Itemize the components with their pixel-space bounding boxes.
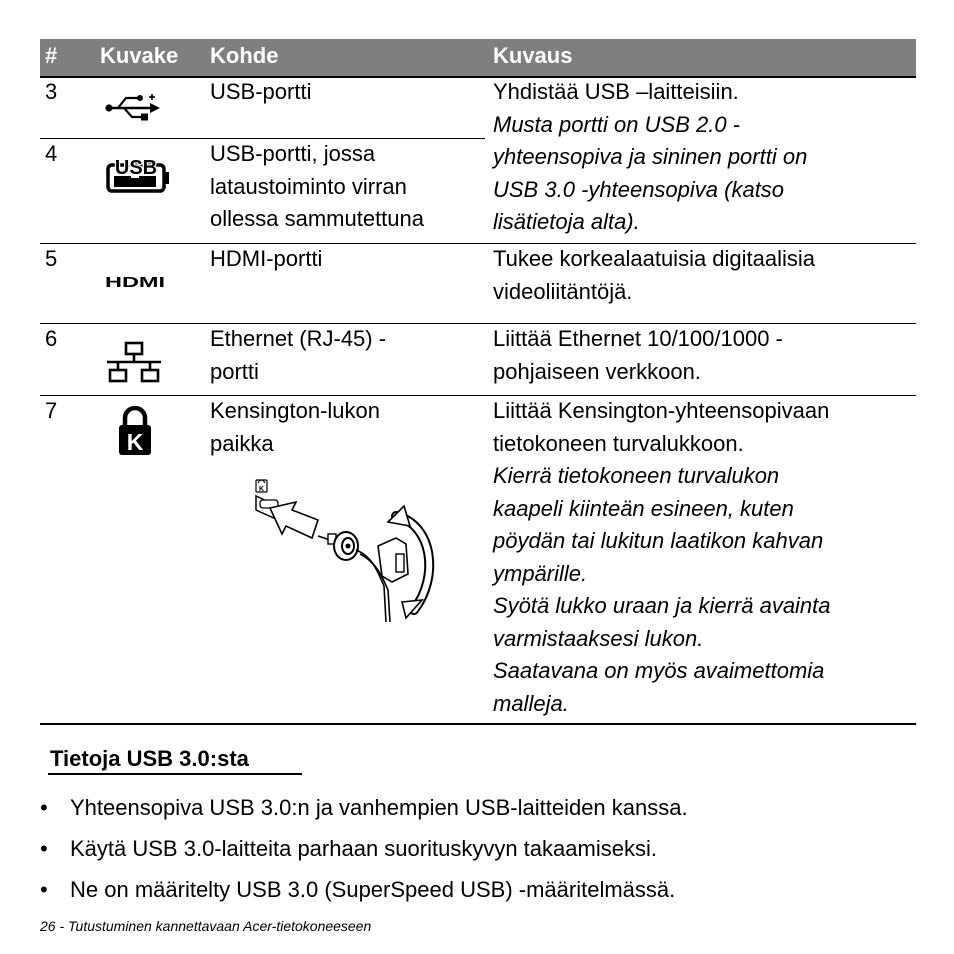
- svg-text:HDMI: HDMI: [105, 274, 165, 290]
- header-desc: Kuvaus: [493, 43, 573, 68]
- row-4-item: USB-portti, jossa lataustoiminto virran ollessa sammutettuna: [210, 141, 424, 231]
- header-item: Kohde: [210, 43, 279, 68]
- row-5-desc: Tukee korkealaatuisia digitaalisia videoliitäntöjä.: [493, 246, 816, 304]
- row-5-item: HDMI-portti: [210, 246, 323, 271]
- page-footer: 26 - Tutustuminen kannettavaan Acer-tietokoneeseen: [40, 918, 372, 934]
- ports-table: [40, 39, 916, 78]
- svg-text:K: K: [126, 429, 144, 455]
- bullet-dot: •: [40, 795, 48, 820]
- usb-charging-icon: [104, 152, 172, 194]
- section-title: Tietoja USB 3.0:sta: [50, 746, 249, 771]
- list-item: • Ne on määritelty USB 3.0 (SuperSpeed USB) -määritelmässä.: [40, 875, 920, 916]
- svg-text:K: K: [258, 486, 265, 493]
- row-7-item: Kensington-lukon paikka: [210, 398, 381, 456]
- table-header: [40, 39, 916, 78]
- row-7-num: 7: [45, 398, 58, 423]
- section-title-underline: [48, 773, 302, 775]
- header-icon: Kuvake: [100, 43, 179, 68]
- bullet-dot: •: [40, 877, 48, 902]
- row-5-num: 5: [45, 246, 58, 271]
- svg-text:USB: USB: [114, 157, 158, 179]
- ethernet-icon: [106, 341, 162, 385]
- row-divider: [40, 323, 916, 324]
- row-6-item: Ethernet (RJ-45) - portti: [210, 326, 387, 384]
- row-4-num: 4: [45, 141, 58, 166]
- bullet-list: [40, 793, 920, 916]
- row-3-item: USB-portti: [210, 79, 312, 104]
- bullet-dot: •: [40, 836, 48, 861]
- usb-icon: [104, 93, 164, 123]
- list-item: • Käytä USB 3.0-laitteita parhaan suorituskyvyn takaamiseksi.: [40, 834, 920, 875]
- row-6-num: 6: [45, 326, 58, 351]
- kensington-lock-icon: [117, 406, 153, 456]
- table-bottom-rule: [40, 723, 916, 725]
- row-3-num: 3: [45, 79, 58, 104]
- row-7-desc: Liittää Kensington-yhteensopivaan tietokoneen turvalukkoon. Kierrä tietokoneen turvalukon kaapeli kiinteän esineen, kuten pöydän tai lukitun laatikon kahvan ympärille. Syötä lukko uraan ja kierrä avainta varmistaaksesi lukon. Saatavana on myös avaimettomia malleja.: [493, 398, 831, 716]
- row-6-desc: Liittää Ethernet 10/100/1000 - pohjaiseen verkkoon.: [493, 326, 783, 384]
- header-num: #: [45, 43, 58, 68]
- kensington-lock-illustration: [246, 476, 442, 626]
- row-3-4-desc: Yhdistää USB –laitteisiin. Musta portti on USB 2.0 - yhteensopiva ja sininen portti on USB 3.0 -yhteensopiva (katso lisätietoja alta).: [493, 79, 808, 234]
- hdmi-icon: [104, 274, 166, 290]
- list-item: • Yhteensopiva USB 3.0:n ja vanhempien USB-laitteiden kanssa.: [40, 793, 920, 834]
